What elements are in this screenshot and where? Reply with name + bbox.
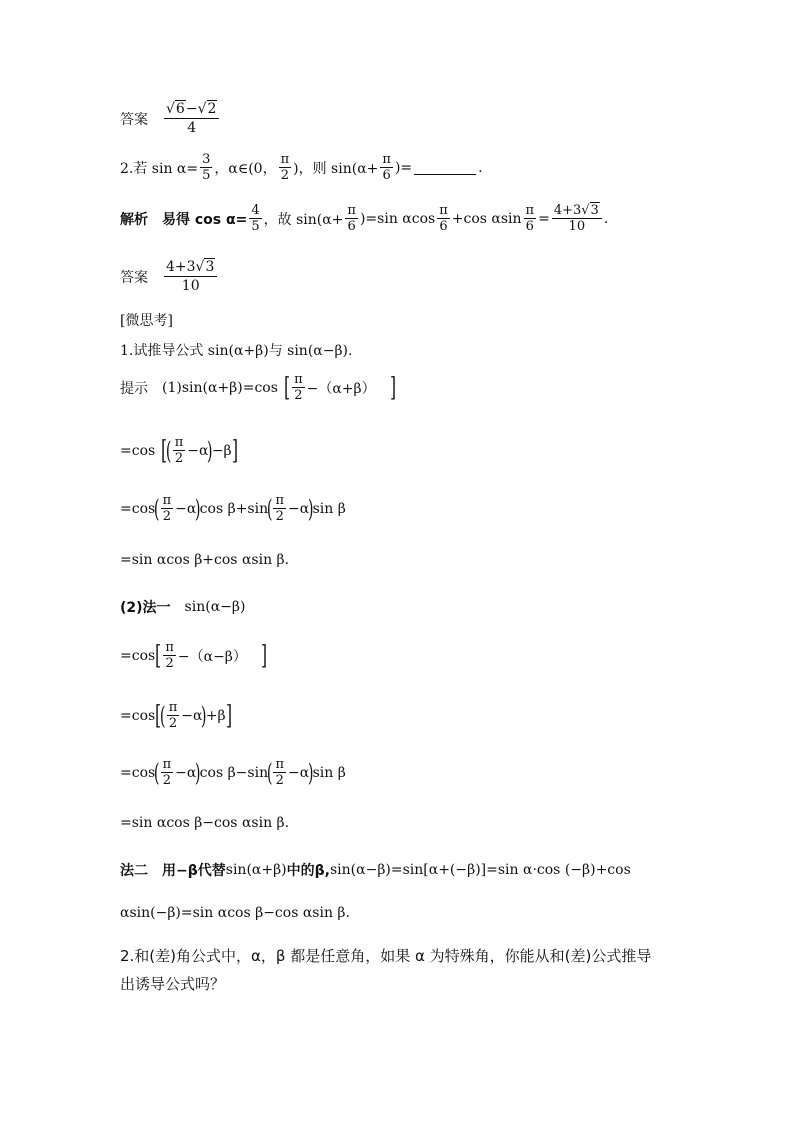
hint-label: 提示 [120, 380, 148, 397]
proof-step-4: =sin αcos β+cos αsin β. [120, 552, 290, 568]
method-1-step-3: =cos ( $\frac{\pi}{2}$ −α ) cos β−sin ( $\frac{\pi}{2}$ −α ) sin β [120, 757, 346, 788]
answer-label: 答案 [120, 269, 148, 286]
question-derive: 1.试推导公式 sin(α+β)与 sin(α−β). [120, 343, 353, 359]
section-title: [微思考] [120, 313, 173, 329]
proof-step-2: =cos [ ( $\frac{\pi}{2}$ −α ) −β ] [120, 435, 238, 466]
analysis-label: 解析 [120, 211, 148, 228]
question-2: 2.若 sin α= $\frac{3}{5}$ ，α∈(0， $\frac{\pi}{2}$ )，则 sin(α+ $\frac{\pi}{6}$ )= . [120, 152, 483, 183]
method-2: 法二 用−β代替 sin(α+β) 中的β, sin(α−β)=sin[α+(−β)]=sin α·cos (−β)+cos [120, 862, 631, 879]
answer-blank [414, 160, 476, 175]
answer-1-fraction: $\frac{√6-√2}{4}$ [164, 100, 219, 137]
question-3-line-2: 出诱导公式吗？ [120, 975, 226, 993]
proof-step-3: =cos ( $\frac{\pi}{2}$ −α ) cos β+sin ( $\frac{\pi}{2}$ −α ) sin β [120, 493, 346, 524]
answer-label: 答案 [120, 111, 148, 128]
method-1-step-1: =cos [ $\frac{\pi}{2}$ −（α−β） ] [120, 640, 268, 671]
answer-1 [120, 100, 221, 137]
method-1-heading: (2)法一 sin(α−β) [120, 599, 246, 616]
question-3-line-1: 2.和(差)角公式中，α，β 都是任意角，如果 α 为特殊角，你能从和(差)公式推导 [120, 947, 652, 965]
method-1-step-2: =cos [ ( $\frac{\pi}{2}$ −α ) +β ] [120, 700, 232, 731]
answer-2-fraction: $\frac{4+3√3}{10}$ [164, 258, 217, 295]
method-1-step-4: =sin αcos β−cos αsin β. [120, 815, 290, 831]
method-2-continued: αsin(−β)=sin αcos β−cos αsin β. [120, 905, 350, 921]
answer-2 [120, 258, 219, 295]
solution-2: 解析 易得 cos α= $\frac{4}{5}$ ，故 sin(α+ $\frac{\pi}{6}$ )=sin αcos $\frac{\pi}{6}$ +cos αsin $\frac{\pi}{6}$ = $\frac{4+3√3}{10}$ . [120, 203, 609, 234]
proof-step-1: 提示 (1)sin(α+β)=cos [ $\frac{\pi}{2}$ −（α+β） ] [120, 372, 396, 403]
